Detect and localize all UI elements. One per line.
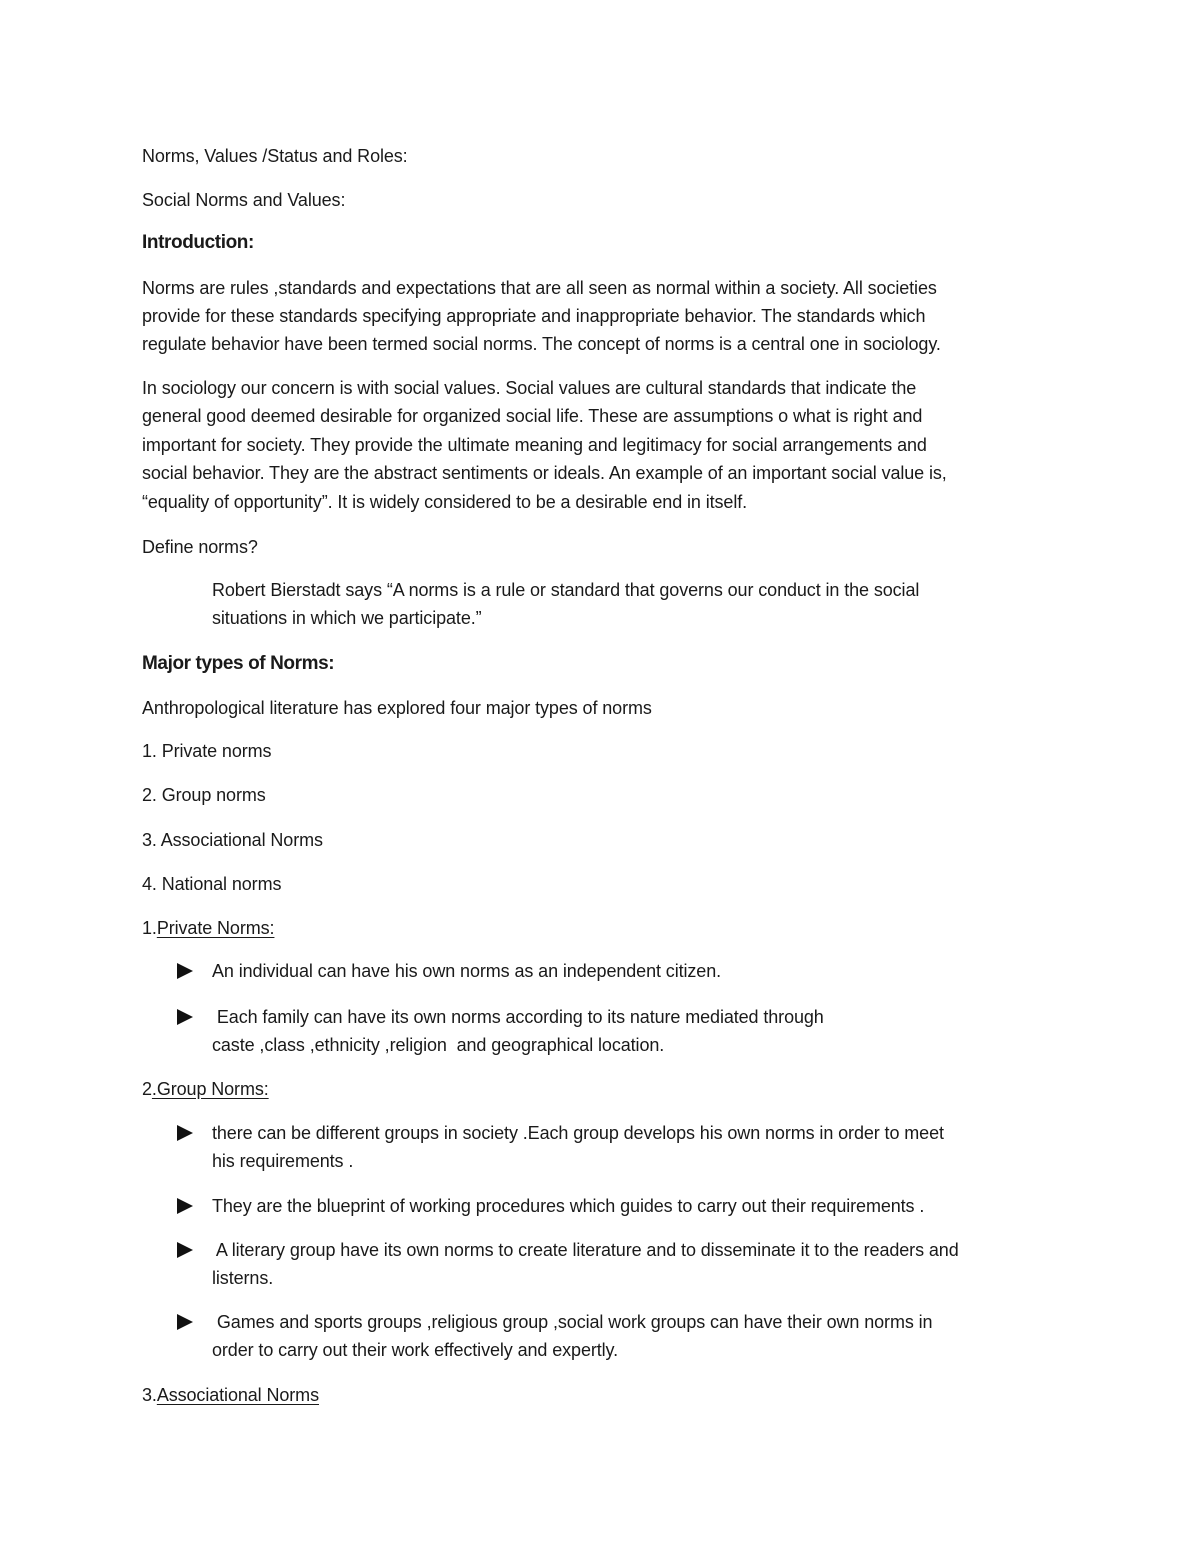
quote-line: situations in which we participate.” xyxy=(212,608,482,628)
bullet-text: They are the blueprint of working procedures which guides to carry out their requirements . xyxy=(212,1196,925,1216)
intro-paragraph-line: regulate behavior have been termed social norms. The concept of norms is a central one in sociology. xyxy=(142,334,941,354)
associational-norms-heading xyxy=(142,1381,319,1410)
bullet-text: his requirements . xyxy=(212,1151,354,1171)
document-title: Norms, Values /Status and Roles: xyxy=(142,146,408,166)
types-list-item: 1. Private norms xyxy=(142,741,272,761)
section-number: 1. xyxy=(142,918,157,938)
section-title: .Group Norms: xyxy=(151,1079,269,1099)
bullet-text: Each family can have its own norms according to its nature mediated through xyxy=(212,1007,824,1027)
values-paragraph-line: general good deemed desirable for organized social life. These are assumptions o what is right and xyxy=(142,406,923,426)
section-number: 2 xyxy=(142,1079,152,1099)
types-list-item: 2. Group norms xyxy=(142,785,266,805)
bullet-text: caste ,class ,ethnicity ,religion and geographical location. xyxy=(212,1035,665,1055)
bullet-arrow-icon xyxy=(177,1125,193,1141)
bullet-text: An individual can have his own norms as an independent citizen. xyxy=(212,961,722,981)
types-intro: Anthropological literature has explored four major types of norms xyxy=(142,698,652,718)
bullet-text: there can be different groups in society .Each group develops his own norms in order to meet xyxy=(212,1123,944,1143)
bullet-arrow-icon xyxy=(177,1242,193,1258)
values-paragraph-line: In sociology our concern is with social values. Social values are cultural standards that indicate the xyxy=(142,378,917,398)
bullet-text: A literary group have its own norms to create literature and to disseminate it to the readers and xyxy=(212,1240,959,1260)
define-question: Define norms? xyxy=(142,537,258,557)
section-number: 3. xyxy=(142,1385,157,1405)
bullet-arrow-icon xyxy=(177,1009,193,1025)
section-title: Private Norms: xyxy=(156,918,275,938)
bullet-text: order to carry out their work effectively and expertly. xyxy=(212,1340,619,1360)
values-paragraph-line: “equality of opportunity”. It is widely considered to be a desirable end in itself. xyxy=(142,492,748,512)
bullet-arrow-icon xyxy=(177,963,193,979)
quote-line: Robert Bierstadt says “A norms is a rule or standard that governs our conduct in the social xyxy=(212,580,920,600)
types-list-item: 4. National norms xyxy=(142,874,282,894)
types-heading: Major types of Norms: xyxy=(142,653,335,674)
types-list-item: 3. Associational Norms xyxy=(142,830,323,850)
values-paragraph-line: important for society. They provide the ultimate meaning and legitimacy for social arrangements and xyxy=(142,435,927,455)
document-subtitle: Social Norms and Values: xyxy=(142,190,346,210)
bullet-text: listerns. xyxy=(212,1268,274,1288)
bullet-arrow-icon xyxy=(177,1314,193,1330)
group-norms-heading xyxy=(142,1075,269,1104)
values-paragraph-line: social behavior. They are the abstract sentiments or ideals. An example of an important social value is, xyxy=(142,463,947,483)
intro-paragraph-line: Norms are rules ,standards and expectations that are all seen as normal within a society. All societies xyxy=(142,278,937,298)
bullet-text: Games and sports groups ,religious group ,social work groups can have their own norms in xyxy=(212,1312,933,1332)
section-title: Associational Norms xyxy=(156,1385,319,1405)
bullet-arrow-icon xyxy=(177,1198,193,1214)
intro-paragraph-line: provide for these standards specifying appropriate and inappropriate behavior. The standards which xyxy=(142,306,926,326)
intro-heading: Introduction: xyxy=(142,232,254,253)
private-norms-heading xyxy=(142,914,274,943)
